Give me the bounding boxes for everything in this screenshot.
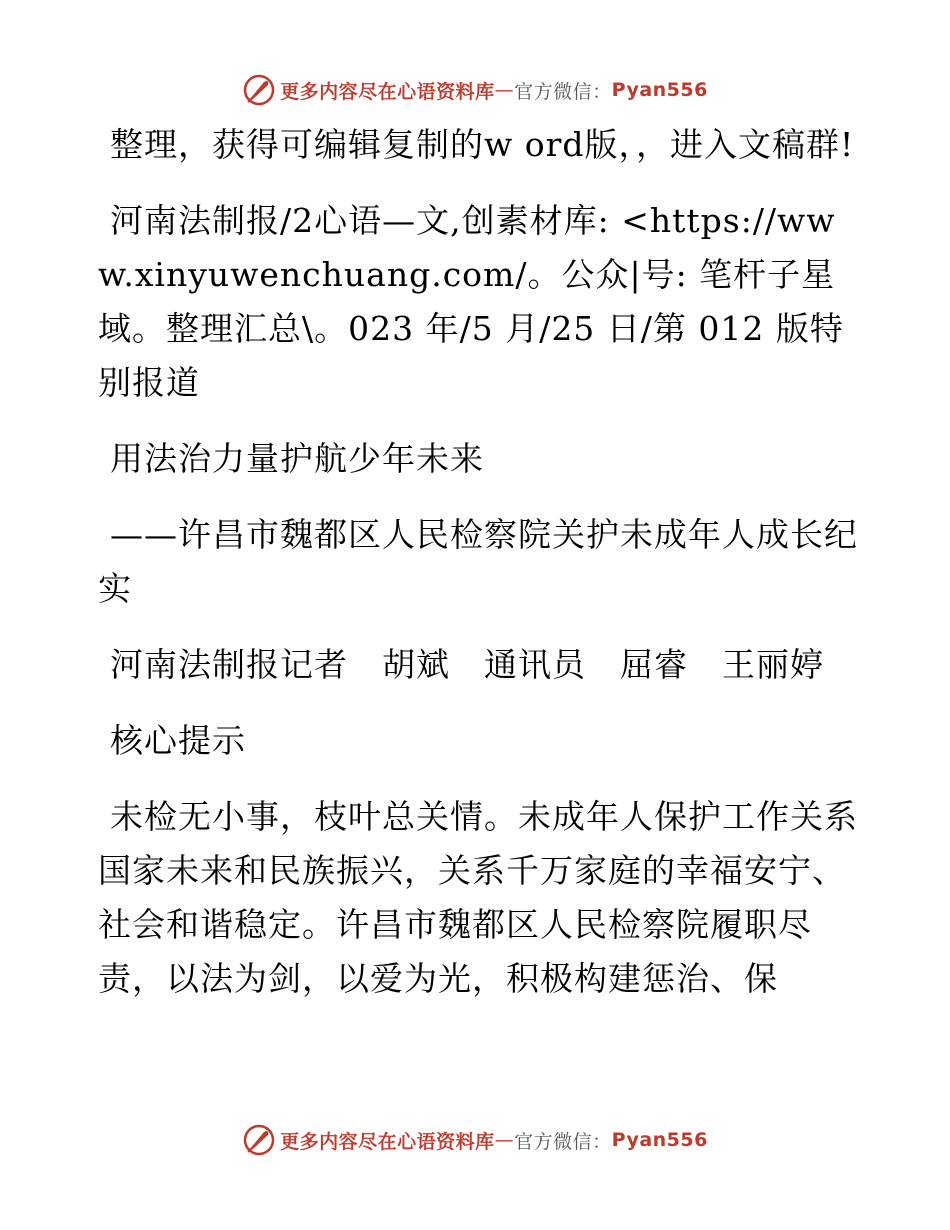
byline: 河南法制报记者 胡斌 通讯员 屈睿 王丽婷 (110, 645, 824, 684)
section-heading: 核心提示 (110, 721, 246, 760)
banner-handle: Pyan556 (611, 1129, 708, 1151)
source-paragraph: 河南法制报/2心语—文,创素材库: <https://www.xinyuwenchuang.com/。公众|号: 笔杆子星域。整理汇总\。023 年/5 月/25 日/第 012 版特别报道 (98, 201, 844, 402)
body-paragraph: 未检无小事，枝叶总关情。未成年人保护工作关系国家未来和民族振兴，关系千万家庭的幸福安宁、社会和谐稳定。许昌市魏都区人民检察院履职尽责，以法为剑，以爱为光，积极构建惩治、保 (98, 797, 858, 998)
footer-watermark-banner (0, 1120, 950, 1160)
banner-dash: — (494, 79, 515, 101)
banner-brand-text: 更多内容尽在心语资料库 (280, 80, 495, 103)
banner-handle: Pyan556 (611, 79, 708, 101)
intro-paragraph: 整理，获得可编辑复制的w ord版，，进入文稿群! (110, 125, 855, 164)
document-body (98, 118, 858, 1028)
article-title: 用法治力量护航少年未来 (110, 439, 484, 478)
header-watermark-banner (0, 70, 950, 110)
article-subtitle: ——许昌市魏都区人民检察院关护未成年人成长纪实 (98, 515, 858, 608)
banner-brand-text: 更多内容尽在心语资料库 (280, 1130, 495, 1153)
feather-pen-logo-icon (242, 73, 276, 107)
banner-dash: — (494, 1129, 515, 1151)
banner-label: 官方微信： (514, 80, 612, 103)
banner-label: 官方微信： (514, 1130, 612, 1153)
feather-pen-logo-icon (242, 1123, 276, 1157)
